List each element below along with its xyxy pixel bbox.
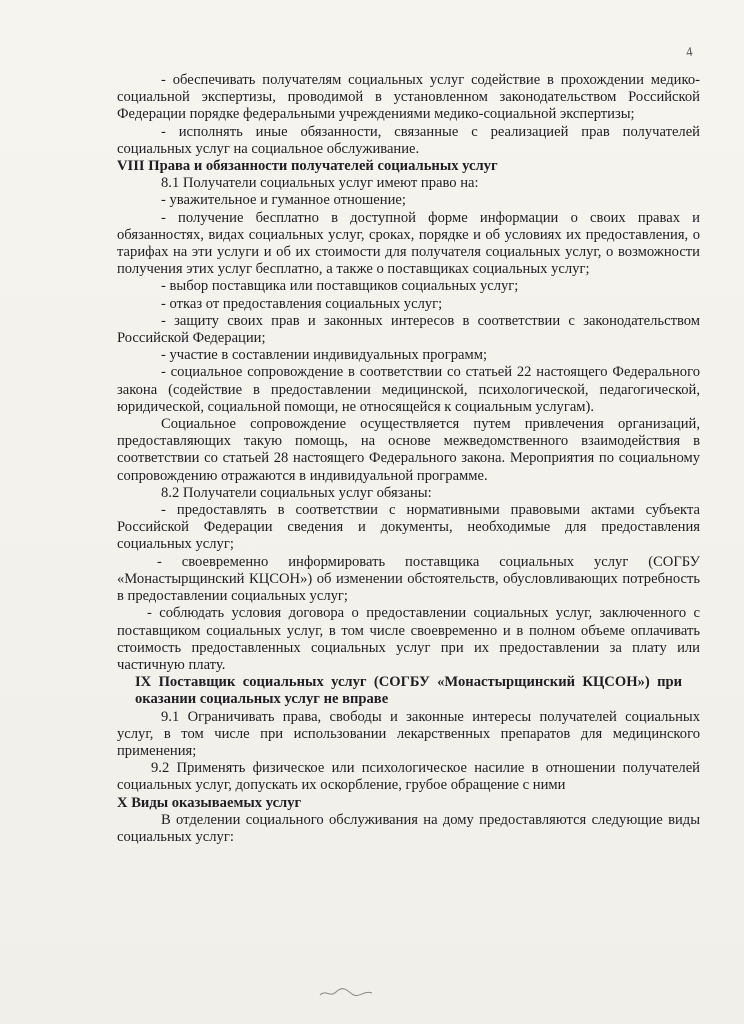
right-item: - уважительное и гуманное отношение; <box>161 192 406 209</box>
clause-8-1: 8.1 Получатели социальных услуг имеют право на: <box>161 175 479 192</box>
duty-item: - соблюдать условия договора о предоставлении социальных услуг, заключенного с поставщиком социальных услуг, в том числе своевременно и в полном объеме оплачивать стоимость предоставленных социальных услуг при их предоставлении за плату или частичную плату. <box>117 605 700 673</box>
clause-8-2: 8.2 Получатели социальных услуг обязаны: <box>161 484 432 501</box>
right-item: - социальное сопровождение в соответствии со статьей 22 настоящего Федерального закона (содействие в предоставлении медицинской, психологической, педагогической, юридической, социальной помощи, не относящейся к социальным услугам). <box>117 364 700 415</box>
section-10-text: В отделении социального обслуживания на дому предоставляются следующие виды социальных услуг: <box>117 811 700 845</box>
social-support-paragraph: Социальное сопровождение осуществляется путем привлечения организаций, предоставляющих такую помощь, на основе межведомственного взаимодействия в соответствии со статьей 28 настоящего Федерального закона. Мероприятия по социальному сопровождению отражаются в индивидуальной программе. <box>117 416 700 484</box>
right-item: - выбор поставщика или поставщиков социальных услуг; <box>161 278 519 295</box>
section-9-title: IX Поставщик социальных услуг (СОГБУ «Монастырщинский КЦСОН») при оказании социальных услуг не вправе <box>135 674 682 708</box>
duty-item: - своевременно информировать поставщика социальных услуг (СОГБУ «Монастырщинский КЦСОН») об изменении обстоятельств, обусловливающих потребность в предоставлении социальных услуг; <box>117 553 700 605</box>
clause-9-1: 9.1 Ограничивать права, свободы и законные интересы получателей социальных услуг, в том числе при использовании лекарственных препаратов для медицинского применения; <box>117 708 700 759</box>
document-body <box>117 72 700 846</box>
page-corner-mark: 4 <box>684 43 693 60</box>
intro-paragraph-2: - исполнять иные обязанности, связанные с реализацией прав получателей социальных услуг на социальное обслуживание. <box>117 123 700 157</box>
section-8-title: VIII Права и обязанности получателей социальных услуг <box>117 158 498 175</box>
right-item: - защиту своих прав и законных интересов в соответствии с законодательством Российской Федерации; <box>117 312 700 347</box>
intro-paragraph-1: - обеспечивать получателям социальных услуг содействие в прохождении медико-социальной экспертизы, проводимой в установленном законодательством Российской Федерации порядке федеральными учреждениями медико-социальной экспертизы; <box>117 72 700 123</box>
duty-item: - предоставлять в соответствии с нормативными правовыми актами субъекта Российской Федерации сведения и документы, необходимые для предоставления социальных услуг; <box>117 502 700 553</box>
section-10-title: X Виды оказываемых услуг <box>117 794 302 811</box>
right-item: - участие в составлении индивидуальных программ; <box>161 347 488 364</box>
clause-9-2: 9.2 Применять физическое или психологическое насилие в отношении получателей социальных услуг, допускать их оскорбление, грубое обращение с ними <box>117 760 700 794</box>
scribble-mark-icon <box>318 986 374 1000</box>
right-item: - получение бесплатно в доступной форме информации о своих правах и обязанностях, видах социальных услуг, сроках, порядке и об условиях их предоставления, о тарифах на эти услуги и об их стоимости для получателя социальных услуг, о возможности получения этих услуг бесплатно, а также о поставщиках социальных услуг; <box>117 209 700 278</box>
right-item: - отказ от предоставления социальных услуг; <box>161 295 443 312</box>
